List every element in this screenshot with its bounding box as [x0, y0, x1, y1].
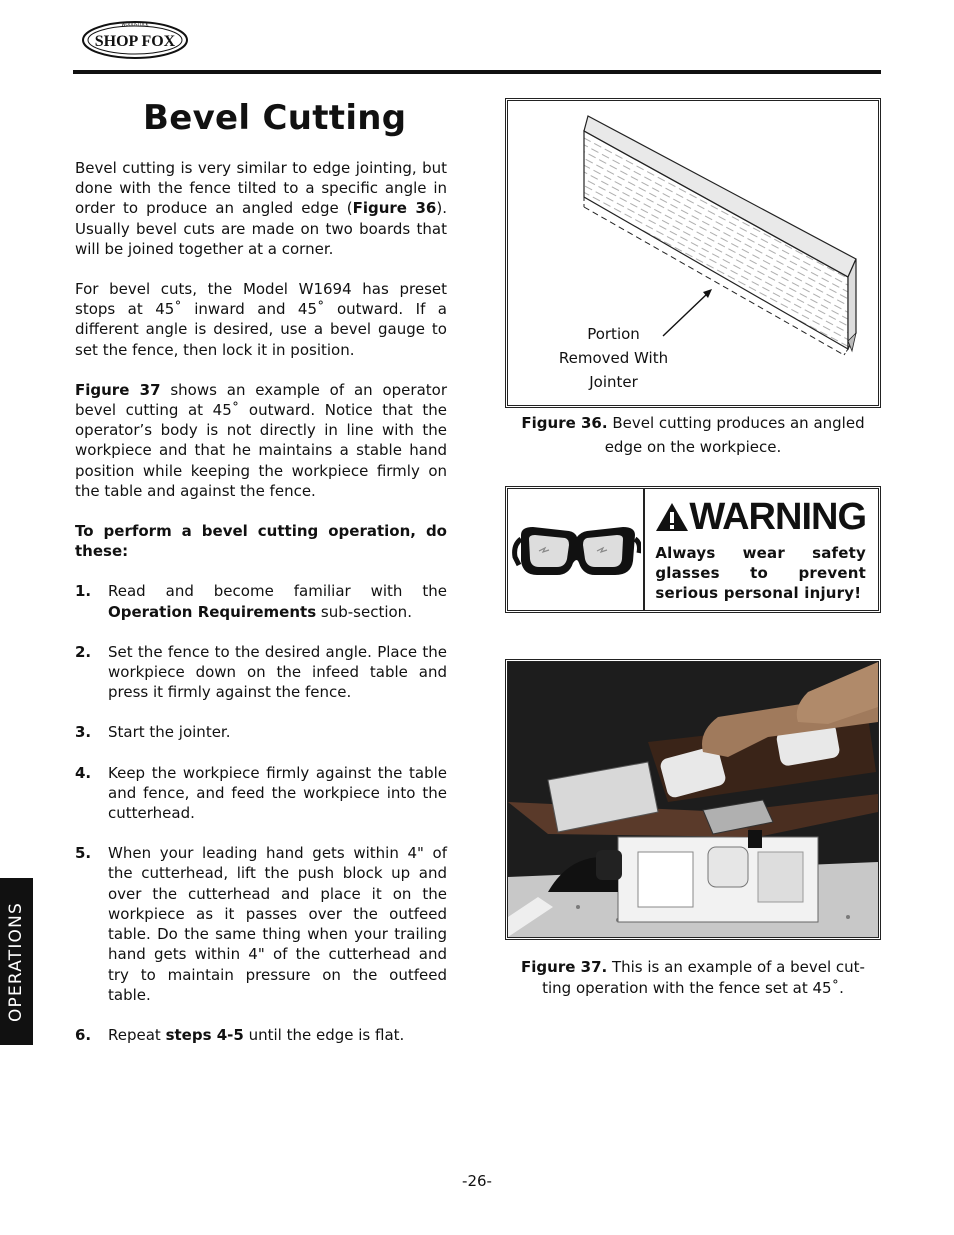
- warning-heading: WARNING: [655, 497, 866, 537]
- figure-37-reference: Figure 37: [75, 380, 161, 399]
- figure-37-caption: Figure 37. This is an example of a bevel cut- ting operation with the fence set at 45˚.: [521, 958, 865, 997]
- step-item: 6. Repeat steps 4-5 until the edge is flat.: [75, 1025, 405, 1044]
- logo-ring-text: WOODSTOCK: [121, 22, 149, 27]
- warning-box: [505, 486, 881, 613]
- intro-paragraph-1: Bevel cutting is very similar to edge jointing, but done with the fence tilted to a specific angle in order to produce an angled edge (Figure 36). Usually bevel cuts are made on two boards that will be joined together at a corner.: [75, 159, 447, 258]
- body-column: [75, 158, 447, 1065]
- figure-37-frame: [505, 659, 881, 940]
- figure-36-reference: Figure 36: [352, 199, 437, 218]
- section-side-tab: OPERATIONS: [0, 878, 33, 1045]
- logo-text: SHOP FOX: [94, 33, 176, 50]
- step-item: 5. When your leading hand gets within 4" of the cutterhead, lift the push block up and over the cutterhead and place it on the workpiece as it passes over the outfeed table. Do the same thing when your trailing hand gets within 4" of the cutterhead and try to maintain pressure on the outfeed table.: [75, 844, 447, 1004]
- figure-36-caption: Figure 36. Bevel cutting produces an angled edge on the workpiece.: [521, 414, 865, 456]
- intro-paragraph-2: For bevel cuts, the Model W1694 has preset stops at 45˚ inward and 45˚ outward. If a different angle is desired, use a bevel gauge to set the fence, then lock it in position.: [75, 280, 447, 359]
- jointer-operation-photo: [508, 662, 878, 937]
- page-title: Bevel Cutting: [143, 98, 407, 138]
- header-rule: [73, 70, 881, 74]
- warning-triangle-icon: [655, 501, 689, 533]
- procedure-steps: [75, 581, 447, 1045]
- shop-fox-logo: [80, 20, 190, 60]
- page-number: -26-: [462, 1172, 492, 1190]
- step-item: 4. Keep the workpiece firmly against the table and fence, and feed the workpiece into the cutterhead.: [75, 763, 447, 823]
- step-item: 1. Read and become familiar with the Operation Requirements sub-section.: [75, 582, 447, 621]
- warning-text: Always wear safety glasses to prevent serious personal injury!: [655, 544, 866, 602]
- procedure-heading: To perform a bevel cutting operation, do these:: [75, 522, 447, 561]
- step-item: 3. Start the jointer.: [75, 723, 231, 742]
- figure-36-label: Portion Removed With Jointer: [558, 325, 669, 391]
- safety-glasses-icon: [508, 489, 645, 610]
- step-item: 2. Set the fence to the desired angle. Place the workpiece down on the infeed table and press it firmly against the fence.: [75, 642, 447, 702]
- intro-paragraph-3: Figure 37 shows an example of an operator bevel cutting at 45˚ outward. Notice that the operator’s body is not directly in line with the workpiece and that he maintains a stable hand position while keeping the workpiece firmly on the table and against the fence.: [75, 380, 447, 500]
